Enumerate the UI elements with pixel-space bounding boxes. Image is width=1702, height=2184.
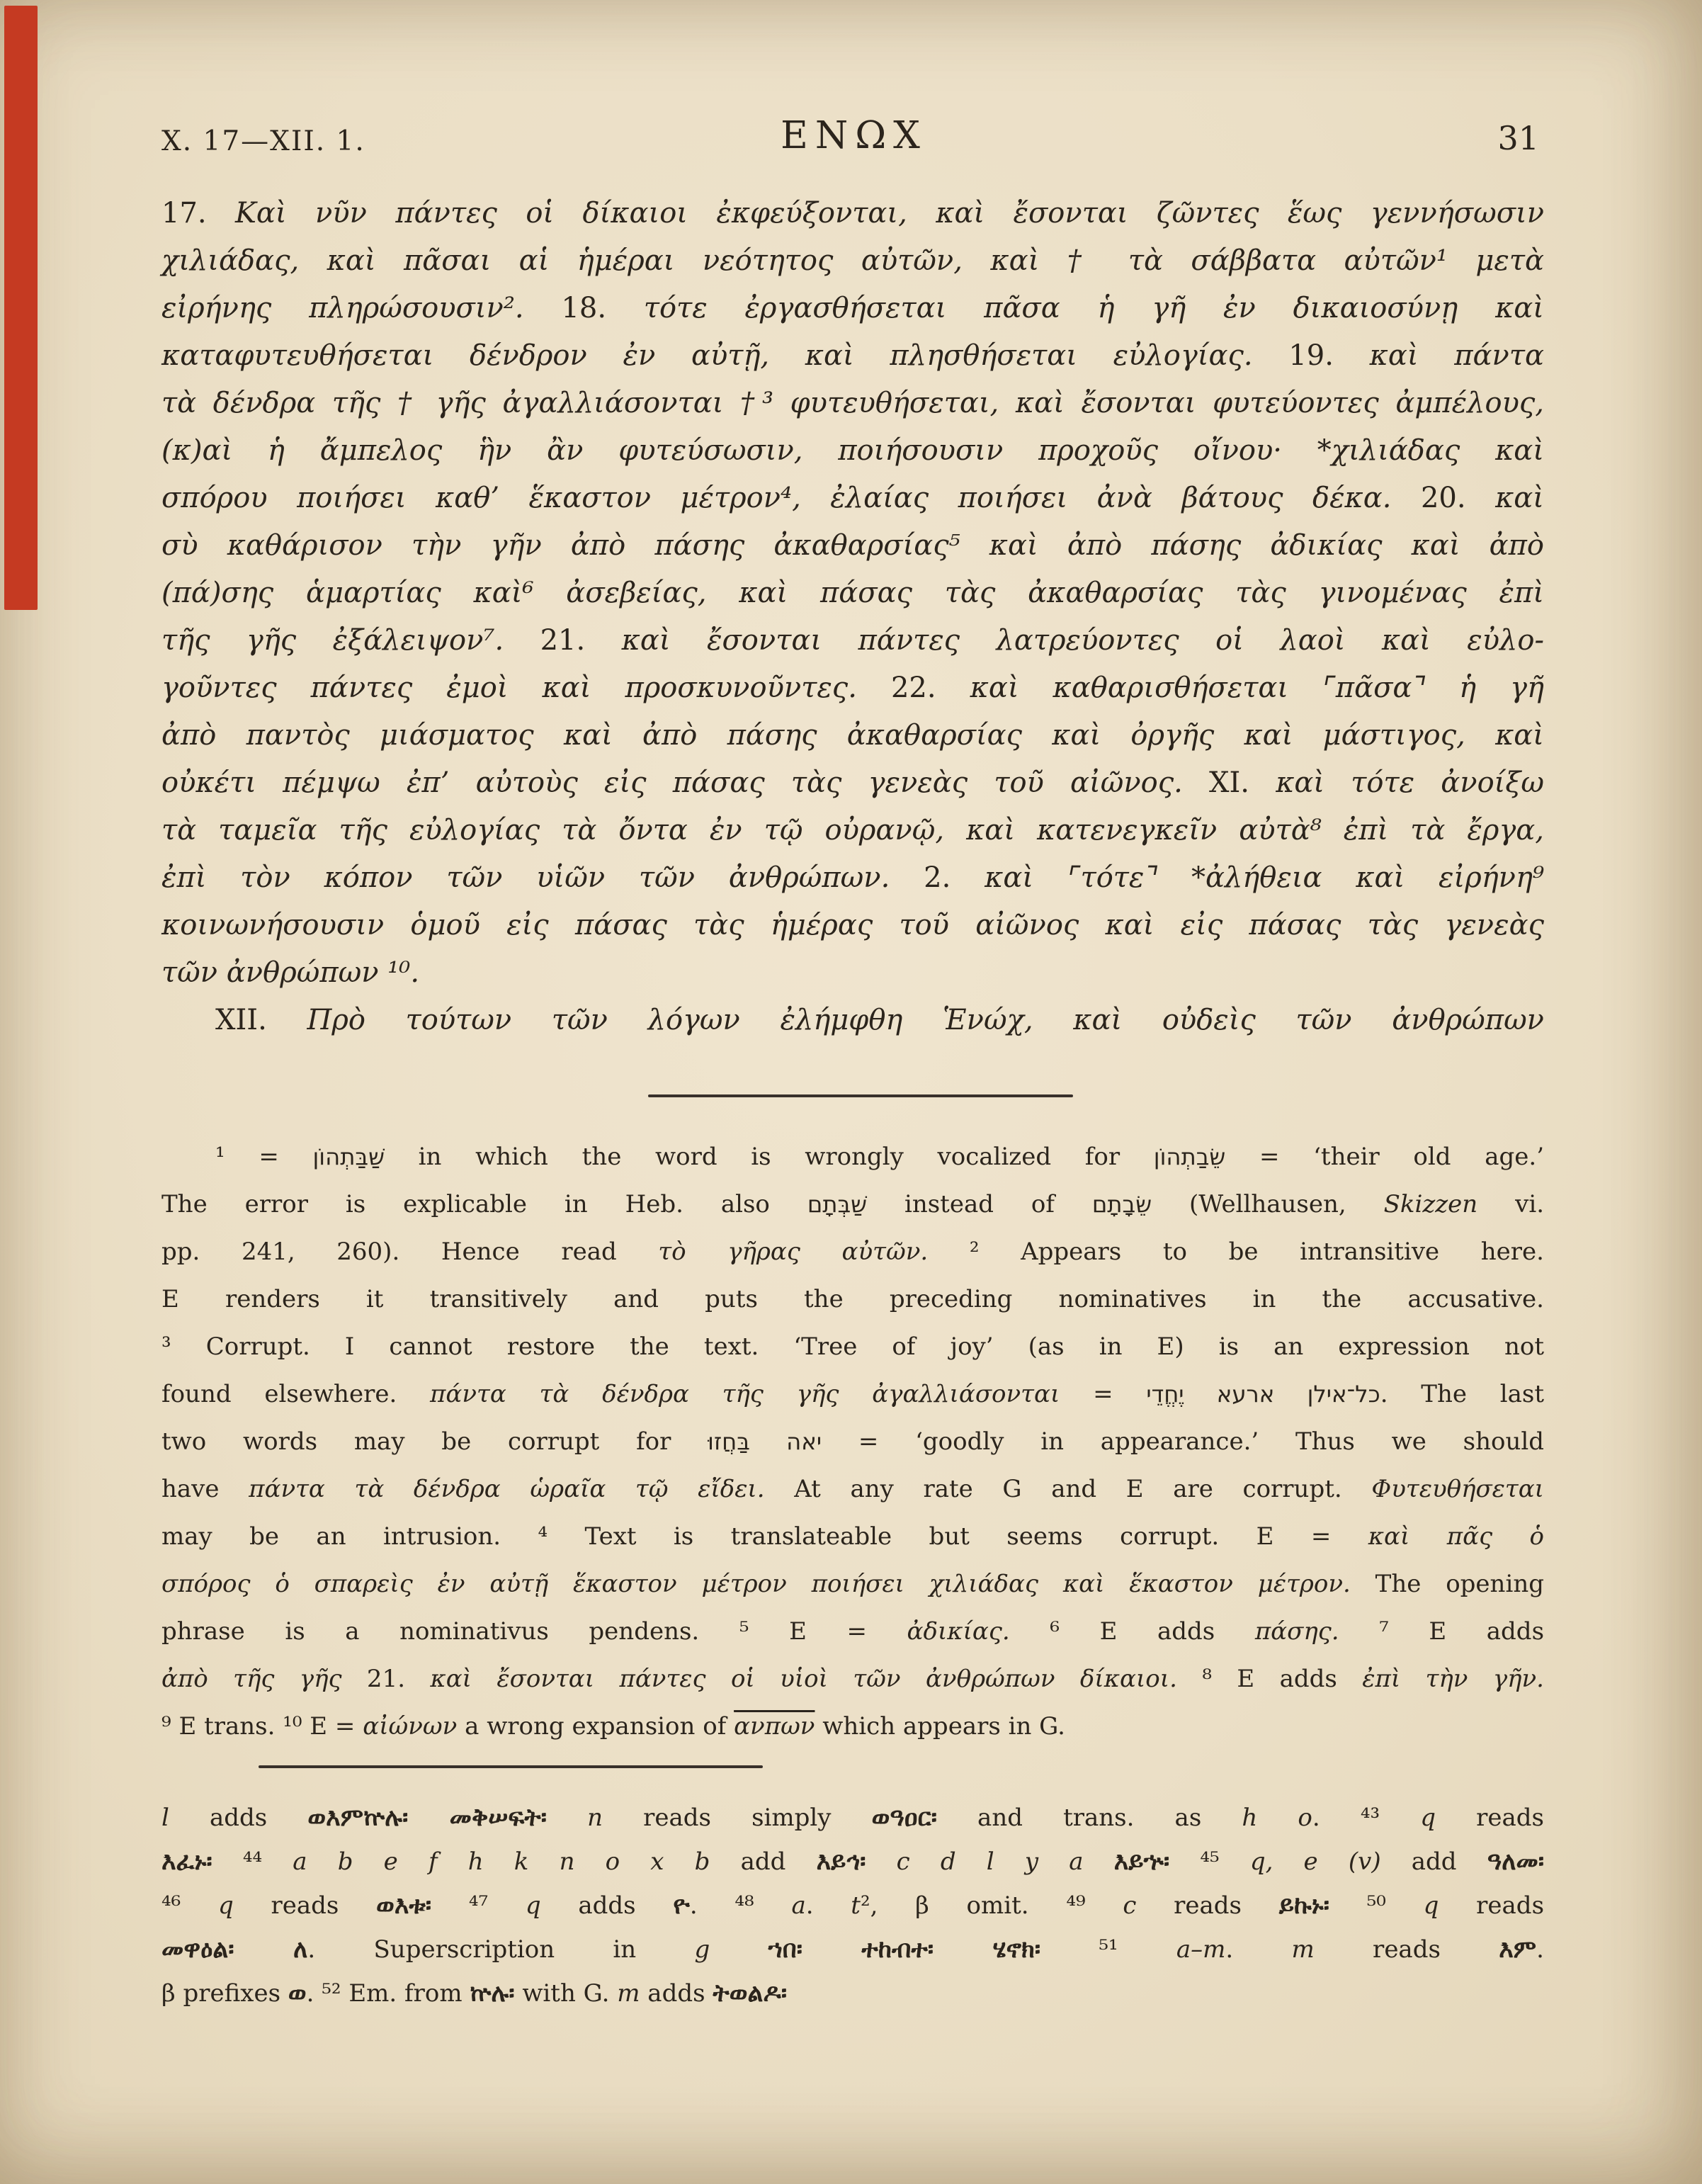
text-segment: εἰρήνης πληρώσουσιν². (161, 292, 562, 324)
text-segment (1169, 1848, 1200, 1876)
text-segment: vi. (1477, 1190, 1545, 1218)
text-line (161, 759, 1544, 807)
hebrew-text: כל־אילן ארעא יֶחֱדֵי (1146, 1381, 1380, 1408)
text-line (161, 712, 1544, 759)
text-segment: reads (1136, 1891, 1279, 1920)
reference-number: ⁶ (1050, 1617, 1060, 1646)
text-segment: ², β omit. (860, 1891, 1067, 1920)
text-segment: . (689, 1891, 735, 1920)
greek-text: καὶ πᾶς ὁ (1368, 1522, 1544, 1551)
text-line (161, 1418, 1544, 1466)
text-segment: a (791, 1891, 806, 1920)
text-segment: adds (640, 1979, 713, 2008)
text-segment: m (1291, 1935, 1315, 1964)
text-line (161, 1513, 1544, 1561)
reference-number: ¹⁰ (283, 1712, 302, 1741)
text-segment (181, 1891, 218, 1920)
text-line (161, 1840, 1544, 1884)
text-segment: ἐπὶ τὸν κόπον τῶν υἱῶν τῶν ἀνθρώπων. (161, 861, 924, 894)
ethiopic-text: ወ (288, 1979, 307, 2008)
reference-number: 21. (540, 624, 622, 657)
footnote-separator-rule (648, 1094, 1073, 1097)
text-segment: two words may be corrupt for (161, 1427, 708, 1456)
text-segment (547, 1804, 587, 1832)
text-segment: reads (1436, 1804, 1544, 1832)
text-line (161, 237, 1544, 285)
reference-number: ⁴ (538, 1522, 548, 1551)
reference-number: ⁵ (739, 1617, 749, 1646)
text-segment: . (1225, 1935, 1292, 1964)
text-segment: E = (749, 1617, 907, 1646)
hebrew-text: שֵׂבָתָם (1091, 1191, 1152, 1218)
text-segment: (πά)σης ἁμαρτίας καὶ⁶ ἀσεβείας, καὶ πάσας τὰς ἀκαθαρσίας τὰς γινομένας ἐπὶ (161, 577, 1544, 609)
ethiopic-text: እይኅ፡ (816, 1848, 866, 1876)
text-segment (1086, 1891, 1123, 1920)
text-segment: καὶ ἔσονται πάντες λατρεύοντες οἱ λαοὶ καὶ εὐλο- (621, 624, 1545, 657)
text-segment: with G. (514, 1979, 618, 2008)
text-segment (1010, 1617, 1050, 1646)
text-segment: γοῦντες πάντες ἐμοὶ καὶ προσκυνοῦντες. (161, 672, 891, 704)
apparatus-separator-rule (259, 1765, 763, 1768)
hebrew-text: שֵׂבַתְהוֹן (1153, 1143, 1226, 1170)
reference-number: 17. (161, 197, 236, 230)
text-line (161, 1181, 1544, 1228)
text-segment: Appears to be intransitive here. (979, 1238, 1544, 1266)
text-segment (1339, 1617, 1380, 1646)
reference-number: 20. (1420, 482, 1496, 514)
text-segment: may be an intrusion. (161, 1522, 538, 1551)
text-line (161, 949, 1544, 997)
text-segment: E = (302, 1712, 363, 1741)
ethiopic-text: መዋዕል፡ ለ (161, 1935, 308, 1964)
text-segment: E trans. (171, 1712, 283, 1741)
text-segment: . The last (1380, 1380, 1545, 1408)
reference-number: ⁴³ (1360, 1804, 1380, 1832)
greek-text: τὸ γῆρας αὐτῶν. (658, 1238, 929, 1266)
text-line (161, 1228, 1544, 1276)
hebrew-text: שַׁבַּתְהוֹן (312, 1143, 385, 1170)
text-segment: reads simply (602, 1804, 872, 1832)
text-segment: . (1312, 1804, 1361, 1832)
reference-number: ² (969, 1238, 980, 1266)
text-segment (488, 1891, 526, 1920)
text-segment: a wrong expansion of (457, 1712, 734, 1741)
text-segment: . (306, 1979, 322, 2008)
text-segment (1040, 1935, 1099, 1964)
text-segment: in which the word is wrongly vocalized for (384, 1143, 1154, 1171)
text-segment: καὶ τότε ἀνοίξω (1276, 766, 1544, 799)
text-line (161, 997, 1544, 1044)
text-segment: h o (1242, 1804, 1312, 1832)
text-segment: = ‘goodly in appearance.’ Thus we should (822, 1427, 1544, 1456)
text-segment: reads (1439, 1891, 1545, 1920)
text-segment: καταφυτευθήσεται δένδρον ἐν αὐτῇ, καὶ πλησθήσεται εὐλογίας. (161, 339, 1289, 372)
text-line (161, 1276, 1544, 1323)
text-line (161, 1796, 1544, 1840)
ethiopic-text: ወእምኵሉ፡ መቅሠፍት፡ (307, 1804, 547, 1832)
reference-number: ⁴⁷ (468, 1891, 489, 1920)
reference-number: XII. (215, 1004, 307, 1036)
text-segment: The opening (1350, 1570, 1544, 1598)
greek-text: πάντα τὰ δένδρα τῆς γῆς ἀγαλλιάσονται (430, 1380, 1060, 1408)
reference-number: 18. (561, 292, 644, 324)
reference-number: ⁹ (161, 1712, 171, 1741)
text-segment (866, 1848, 896, 1876)
text-segment (1118, 1935, 1176, 1964)
reference-number: ⁴⁴ (242, 1848, 263, 1876)
greek-text: ἐπὶ τὴν γῆν. (1362, 1665, 1544, 1693)
ethiopic-text: እይኍ፡ (1113, 1848, 1170, 1876)
text-segment: χιλιάδας, καὶ πᾶσαι αἱ ἡμέραι νεότητος αὐτῶν, καὶ † τὰ σάββατα αὐτῶν¹ μετὰ (161, 244, 1544, 277)
text-segment: E renders it transitively and puts the preceding nominatives in the accusative. (161, 1285, 1544, 1313)
text-segment: q (1420, 1804, 1436, 1832)
reference-number: ⁴⁶ (161, 1891, 181, 1920)
text-segment: 21. (341, 1665, 431, 1693)
text-line (161, 1466, 1544, 1513)
reference-number: 2. (924, 861, 985, 894)
red-ribbon-bookmark (4, 6, 38, 610)
reference-number: ⁵¹ (1099, 1935, 1118, 1964)
text-segment: c (1123, 1891, 1137, 1920)
text-segment (1329, 1891, 1367, 1920)
text-segment: Text is translateable but seems corrupt. E = (548, 1522, 1368, 1551)
text-line (161, 902, 1544, 949)
text-line (161, 332, 1544, 380)
text-segment: καὶ (1495, 482, 1544, 514)
reference-number: XI. (1209, 766, 1276, 799)
text-line (161, 1703, 1544, 1750)
text-segment (212, 1848, 243, 1876)
text-segment (431, 1891, 469, 1920)
greek-text: πάντα τὰ δένδρα ὡραῖα τῷ εἴδει. (249, 1475, 765, 1503)
text-line (161, 1371, 1544, 1418)
text-segment: καὶ καθαρισθήσεται ⌜πᾶσα⌝ ἡ γῆ (970, 672, 1545, 704)
text-line (161, 380, 1544, 427)
text-line (161, 475, 1544, 522)
text-segment: instead of (867, 1190, 1092, 1218)
reference-number: ⁵⁰ (1366, 1891, 1386, 1920)
text-segment (754, 1891, 792, 1920)
ethiopic-text: ይኩኑ፡ (1278, 1891, 1329, 1920)
text-segment: Em. from (341, 1979, 470, 2008)
text-line (161, 1884, 1544, 1928)
text-segment: . (1536, 1935, 1544, 1964)
text-segment: Καὶ νῦν πάντες οἱ δίκαιοι ἐκφεύξονται, καὶ ἔσονται ζῶντες ἕως γεννήσωσιν (235, 197, 1545, 230)
text-segment: a b e f h k n o x b (293, 1848, 710, 1876)
text-segment: ἀπὸ παντὸς μιάσματος καὶ ἀπὸ πάσης ἀκαθαρσίας καὶ ὀργῆς καὶ μάστιγος, καὶ (161, 719, 1544, 752)
text-segment: = ‘their old age.’ (1225, 1143, 1545, 1171)
ethiopic-text: ኵሉ፡ (470, 1979, 515, 2008)
running-title: ΕΝΩΧ (781, 114, 927, 157)
text-line (161, 1133, 1544, 1181)
text-segment (1220, 1848, 1250, 1876)
text-segment: have (161, 1475, 249, 1503)
text-segment: q (1423, 1891, 1439, 1920)
text-segment: At any rate G and E are corrupt. (764, 1475, 1372, 1503)
reference-number: 19. (1288, 339, 1370, 372)
critical-footnotes (161, 1133, 1544, 1750)
text-segment (1386, 1891, 1424, 1920)
ethiopic-text: እም (1499, 1935, 1537, 1964)
text-segment: τῆς γῆς ἐξάλειψον⁷. (161, 624, 540, 657)
reference-number: ³ (161, 1333, 171, 1361)
hebrew-text: יאה בַּחֲזוּ (708, 1428, 822, 1455)
hebrew-text: שַׁבְּתָם (807, 1191, 868, 1218)
text-segment: E adds (1059, 1617, 1255, 1646)
text-segment: g (694, 1935, 710, 1964)
ethiopic-text: ዮ (673, 1891, 690, 1920)
text-segment: (κ)αὶ ἡ ἄμπελος ἣν ἂν φυτεύσωσιν, ποιήσουσιν προχοῦς οἴνου· *χιλιάδας καὶ (161, 434, 1544, 467)
text-line (161, 854, 1544, 902)
greek-text: ἀδικίας. (907, 1617, 1010, 1646)
text-segment: adds (169, 1804, 308, 1832)
text-segment: . Superscription in (307, 1935, 695, 1964)
text-segment: q, e (v) (1249, 1848, 1381, 1876)
text-segment: adds (540, 1891, 674, 1920)
ethiopic-text: ትወልዶ፡ (713, 1979, 788, 2008)
text-segment: q (525, 1891, 541, 1920)
text-line (161, 285, 1544, 332)
text-segment: add (710, 1848, 817, 1876)
text-segment: τὰ δένδρα τῆς † γῆς ἀγαλλιάσονται †³ φυτευθήσεται, καὶ ἔσονται φυτεύοντες ἀμπέλους, (161, 387, 1544, 419)
text-segment: κοινωνήσουσιν ὁμοῦ εἰς πάσας τὰς ἡμέρας τοῦ αἰῶνος καὶ εἰς πάσας τὰς γενεὰς (161, 909, 1544, 941)
text-segment (1177, 1665, 1202, 1693)
text-segment: = (1060, 1380, 1147, 1408)
text-segment: Skizzen (1383, 1190, 1478, 1218)
greek-main-text (161, 190, 1544, 1044)
text-line (161, 427, 1544, 475)
text-line (161, 1608, 1544, 1656)
text-line (161, 570, 1544, 617)
ethiopic-text: ዓለመ፡ (1487, 1848, 1545, 1876)
reference-number: ⁸ (1202, 1665, 1212, 1693)
text-segment (928, 1238, 970, 1266)
text-segment: and trans. as (936, 1804, 1242, 1832)
text-segment: σπόρου ποιήσει καθ’ ἕκαστον μέτρον⁴, ἐλαίας ποιήσει ἀνὰ βάτους δέκα. (161, 482, 1421, 514)
text-segment: ανπων (734, 1712, 815, 1741)
text-segment: καὶ ⌜τότε⌝ *ἀλήθεια καὶ εἰρήνη⁹ (985, 861, 1544, 894)
reference-number: ⁴⁹ (1066, 1891, 1086, 1920)
text-line (161, 1561, 1544, 1608)
text-line (161, 522, 1544, 570)
text-segment: c d l y a (896, 1848, 1084, 1876)
text-segment: which appears in G. (815, 1712, 1065, 1741)
text-segment: a–m (1176, 1935, 1226, 1964)
text-line (161, 190, 1544, 237)
page-number: 31 (1497, 119, 1539, 157)
text-segment: E adds (1388, 1617, 1545, 1646)
text-segment: The error is explicable in Heb. also (161, 1190, 807, 1218)
text-segment: t (851, 1891, 861, 1920)
text-line (161, 617, 1544, 664)
text-segment: found elsewhere. (161, 1380, 431, 1408)
text-segment: τότε ἐργασθήσεται πᾶσα ἡ γῆ ἐν δικαιοσύνῃ καὶ (643, 292, 1544, 324)
ethiopic-text: ኀበ፡ ተከብተ፡ ሄኖክ፡ (768, 1935, 1041, 1964)
text-segment: m (617, 1979, 640, 2008)
text-segment: τῶν ἀνθρώπων ¹⁰. (161, 956, 420, 989)
greek-text: ἀπὸ τῆς γῆς (161, 1665, 342, 1693)
text-line (161, 1928, 1544, 1971)
text-line (161, 807, 1544, 854)
text-segment: τὰ ταμεῖα τῆς εὐλογίας τὰ ὄντα ἐν τῷ οὐρανῷ, καὶ κατενεγκεῖν αὐτὰ⁸ ἐπὶ τὰ ἔργα, (161, 814, 1544, 847)
ethiopic-text: ወእቱ፡ (376, 1891, 432, 1920)
text-segment (262, 1848, 293, 1876)
text-segment: Πρὸ τούτων τῶν λόγων ἐλήμφθη Ἑνώχ, καὶ οὐδεὶς τῶν ἀνθρώπων (307, 1004, 1545, 1036)
text-segment: reads (233, 1891, 377, 1920)
chapter-verse-range: X. 17—XII. 1. (161, 125, 365, 157)
text-segment: add (1380, 1848, 1487, 1876)
text-segment: καὶ πάντα (1369, 339, 1545, 372)
text-segment: (Wellhausen, (1152, 1190, 1384, 1218)
text-segment: l (161, 1804, 169, 1832)
greek-text: πάσης. (1254, 1617, 1339, 1646)
text-segment: reads (1314, 1935, 1499, 1964)
text-segment: Corrupt. I cannot restore the text. ‘Tree of joy’ (as in E) is an expression not (171, 1333, 1544, 1361)
reference-number: ⁴⁵ (1200, 1848, 1220, 1876)
text-segment: pp. 241, 260). Hence read (161, 1238, 659, 1266)
text-line (161, 1971, 1544, 2015)
text-segment: οὐκέτι πέμψω ἐπ’ αὐτοὺς εἰς πάσας τὰς γενεὰς τοῦ αἰῶνος. (161, 766, 1210, 799)
reference-number: ⁵² (322, 1979, 341, 2008)
text-segment: n (587, 1804, 603, 1832)
text-line (161, 664, 1544, 712)
reference-number: 22. (890, 672, 970, 704)
greek-text: αἰώνων (363, 1712, 458, 1741)
text-segment: E adds (1211, 1665, 1363, 1693)
ethiopic-text: ወዓዐር፡ (871, 1804, 937, 1832)
greek-text: Φυτευθήσεται (1371, 1475, 1545, 1503)
text-segment: σὺ καθάρισον τὴν γῆν ἀπὸ πάσης ἀκαθαρσίας⁵ καὶ ἀπὸ πάσης ἀδικίας καὶ ἀπὸ (161, 529, 1544, 562)
text-segment (710, 1935, 768, 1964)
text-line (161, 1323, 1544, 1371)
greek-text: καὶ ἔσονται πάντες οἱ υἱοὶ τῶν ἀνθρώπων δίκαιοι. (430, 1665, 1177, 1693)
text-segment: phrase is a nominativus pendens. (161, 1617, 739, 1646)
text-segment: β prefixes (161, 1979, 288, 2008)
reference-number: ⁷ (1379, 1617, 1389, 1646)
text-segment: q (218, 1891, 234, 1920)
text-segment: . (805, 1891, 851, 1920)
reference-number: ¹ = (215, 1143, 313, 1171)
ethiopic-text: እፈኑ፡ (161, 1848, 212, 1876)
text-line (161, 1656, 1544, 1703)
greek-text: σπόρος ὁ σπαρεὶς ἐν αὐτῇ ἕκαστον μέτρον ποιήσει χιλιάδας καὶ ἕκαστον μέτρον. (161, 1570, 1351, 1598)
text-segment (1084, 1848, 1114, 1876)
ethiopic-apparatus (161, 1796, 1544, 2015)
text-segment (1380, 1804, 1420, 1832)
reference-number: ⁴⁸ (734, 1891, 754, 1920)
page-header (161, 106, 1546, 157)
